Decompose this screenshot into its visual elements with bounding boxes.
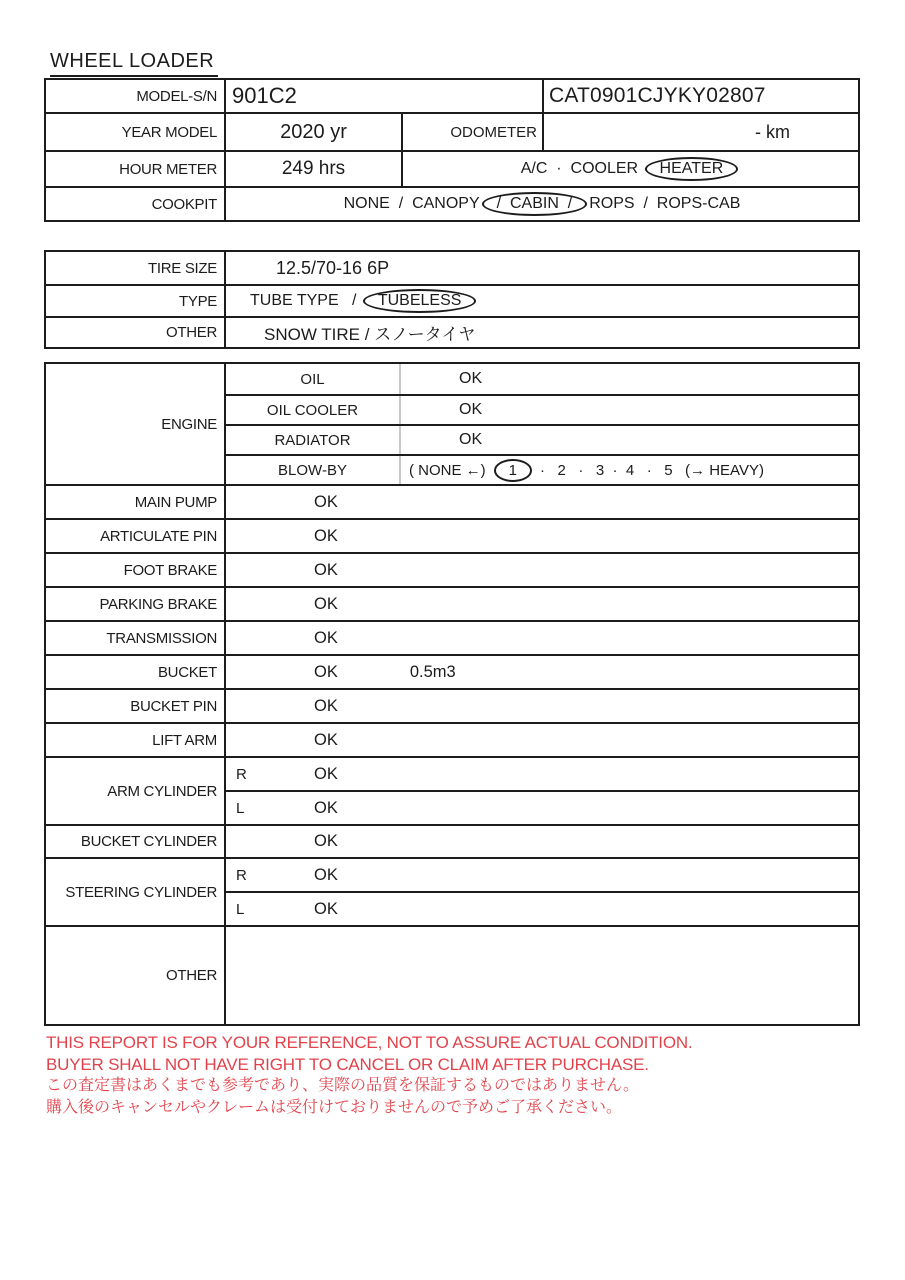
parking-brake-value: OK — [314, 594, 338, 613]
text-segment: ROPS / ROPS-CAB — [589, 195, 741, 212]
text-segment: A/C · COOLER — [520, 160, 643, 177]
arm-cylinder-block — [46, 756, 858, 824]
engine-oil-cooler-value: OK — [459, 401, 483, 418]
year-model-label: YEAR MODEL — [121, 123, 217, 141]
page-title: WHEEL LOADER — [50, 50, 218, 77]
engine-radiator-label: RADIATOR — [226, 426, 401, 454]
lift-arm-value: OK — [314, 730, 338, 749]
engine-blowby-label: BLOW-BY — [226, 456, 401, 484]
tire-type-label: TYPE — [179, 292, 217, 310]
cookpit-label: COOKPIT — [151, 195, 217, 213]
tire-other-value: SNOW TIRE / スノータイヤ — [224, 318, 858, 347]
lift-arm-label: LIFT ARM — [152, 731, 217, 749]
arm-cylinder-left-value: OK — [314, 798, 338, 817]
articulate-pin-value: OK — [314, 526, 338, 545]
main-pump-label: MAIN PUMP — [134, 493, 217, 511]
bucket-value: OK — [314, 662, 338, 681]
arm-cylinder-right-row — [226, 758, 858, 790]
circled-selection-mark: TUBELESS — [363, 289, 477, 313]
engine-oil-label: OIL — [226, 364, 401, 394]
ac-cooler-heater-value — [401, 152, 858, 186]
other-label: OTHER — [165, 967, 217, 984]
hour-meter-row — [46, 150, 858, 186]
circled-selection-mark: HEATER — [645, 157, 739, 181]
steering-cylinder-right-row — [226, 859, 858, 891]
engine-radiator-value: OK — [459, 431, 483, 448]
bucket-row — [46, 654, 858, 688]
serial-number-value: CAT0901CJYKY02807 — [542, 80, 858, 112]
tire-table — [44, 250, 860, 349]
year-odometer-row — [46, 112, 858, 150]
hour-meter-value: 249 hrs — [224, 152, 401, 186]
foot-brake-row — [46, 552, 858, 586]
steering-cylinder-right-label: R — [236, 866, 247, 884]
bucket-pin-label: BUCKET PIN — [130, 697, 217, 715]
parking-brake-label: PARKING BRAKE — [99, 595, 217, 613]
disclaimer-text — [46, 1032, 692, 1118]
arm-cylinder-label: ARM CYLINDER — [107, 782, 217, 800]
engine-block — [46, 364, 858, 484]
arm-cylinder-left-row — [226, 790, 858, 824]
circled-selection-mark: 1 — [494, 459, 532, 482]
engine-radiator-row — [226, 424, 858, 454]
steering-cylinder-right-value: OK — [314, 865, 338, 884]
cookpit-row — [46, 186, 858, 220]
transmission-label: TRANSMISSION — [106, 629, 217, 647]
tire-type-value — [224, 286, 858, 316]
bucket-cylinder-label: BUCKET CYLINDER — [80, 833, 217, 850]
disclaimer-line: THIS REPORT IS FOR YOUR REFERENCE, NOT TO ASSURE ACTUAL CONDITION. — [46, 1033, 693, 1052]
foot-brake-value: OK — [314, 560, 338, 579]
other-row — [46, 925, 858, 1024]
steering-cylinder-left-value: OK — [314, 899, 338, 918]
tire-size-label: TIRE SIZE — [148, 259, 217, 277]
arm-cylinder-right-label: R — [236, 765, 247, 783]
main-pump-row — [46, 484, 858, 518]
parking-brake-row — [46, 586, 858, 620]
other-value — [224, 927, 858, 1024]
articulate-pin-label: ARTICULATE PIN — [100, 527, 217, 545]
header-table — [44, 78, 860, 222]
bucket-label: BUCKET — [157, 663, 217, 681]
lift-arm-row — [46, 722, 858, 756]
engine-blowby-scale — [401, 456, 858, 484]
model-value: 901C2 — [224, 80, 542, 112]
circled-selection-mark: / CABIN / — [482, 192, 588, 216]
steering-cylinder-left-label: L — [236, 900, 245, 918]
engine-oil-value: OK — [459, 370, 483, 387]
text-segment: NONE / CANOPY — [343, 195, 480, 212]
foot-brake-label: FOOT BRAKE — [123, 561, 217, 579]
articulate-pin-row — [46, 518, 858, 552]
main-pump-value: OK — [314, 492, 338, 511]
bucket-pin-value: OK — [314, 696, 338, 715]
odometer-label: ODOMETER — [401, 114, 542, 150]
tire-size-value: 12.5/70-16 6P — [224, 252, 858, 284]
year-model-value: 2020 yr — [224, 114, 401, 150]
engine-oil-cooler-row — [226, 394, 858, 424]
steering-cylinder-block — [46, 857, 858, 925]
steering-cylinder-left-row — [226, 891, 858, 925]
tire-type-row — [46, 284, 858, 316]
transmission-row — [46, 620, 858, 654]
bucket-pin-row — [46, 688, 858, 722]
transmission-value: OK — [314, 628, 338, 647]
text-segment: TUBE TYPE / — [250, 292, 361, 309]
engine-oil-row — [226, 364, 858, 394]
text-segment: ( NONE ←) — [409, 461, 486, 479]
model-label: MODEL-S/N — [136, 87, 217, 105]
arm-cylinder-left-label: L — [236, 799, 245, 817]
arm-cylinder-right-value: OK — [314, 764, 338, 783]
engine-label: ENGINE — [161, 415, 217, 433]
odometer-value: - km — [542, 114, 858, 150]
engine-oil-cooler-label: OIL COOLER — [226, 396, 401, 424]
bucket-capacity-value: 0.5m3 — [409, 662, 456, 681]
disclaimer-line: 購入後のキャンセルやクレームは受付けておりませんので予めご了承ください。 — [46, 1098, 623, 1116]
bucket-cylinder-row — [46, 824, 858, 857]
disclaimer-line: この査定書はあくまでも参考であり、実際の品質を保証するものではありません。 — [46, 1077, 639, 1094]
tire-other-label: OTHER — [165, 324, 217, 341]
model-row — [46, 80, 858, 112]
inspection-table — [44, 362, 860, 1026]
engine-blowby-row — [226, 454, 858, 484]
cookpit-options-value — [224, 188, 858, 220]
tire-size-row — [46, 252, 858, 284]
text-segment: · 2 · 3 · 4 · 5 (→ HEAVY) — [540, 461, 764, 479]
hour-meter-label: HOUR METER — [119, 160, 217, 178]
steering-cylinder-label: STEERING CYLINDER — [65, 883, 217, 901]
tire-other-row — [46, 316, 858, 347]
disclaimer-line: BUYER SHALL NOT HAVE RIGHT TO CANCEL OR CLAIM AFTER PURCHASE. — [46, 1054, 649, 1074]
bucket-cylinder-value: OK — [314, 832, 338, 850]
